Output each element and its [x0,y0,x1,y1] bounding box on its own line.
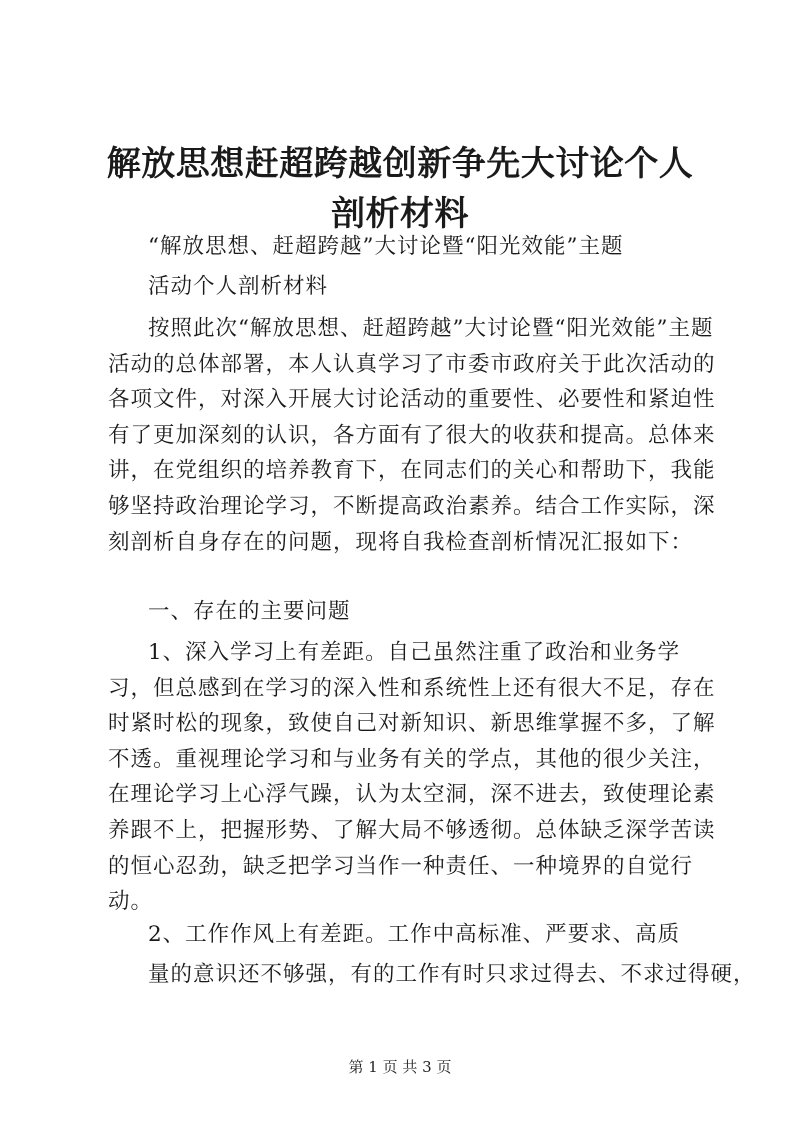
subtitle-line-2: 活动个人剖析材料 [148,274,329,299]
item-2-line-1: 2、工作作风上有差距。工作中高标准、严要求、高质 [148,922,681,947]
item-2-line-2: 量的意识还不够强，有的工作有时只求过得去、不求过得硬， [148,962,756,987]
subtitle-line-1: “解放思想、赶超跨越”大讨论暨“阳光效能”主题 [148,234,624,259]
section-heading-1: 一、存在的主要问题 [148,599,351,624]
document-title: 解放思想赶超跨越创新争先大讨论个人剖析材料 [106,144,694,234]
item-1-paragraph: 1、深入学习上有差距。自己虽然注重了政治和业务学习，但总感到在学习的深入性和系统性上还有很大不足，存在时紧时松的现象，致使自己对新知识、新思维掌握不多，了解不透。重视理论学习和与业务有关的学点，其他的很少关注，在理论学习上心浮气躁，认为太空洞，深不进去，致使理论素养跟不上，把握形势、了解大局不够透彻。总体缺乏深学苦读的恒心忍劲，缺乏把学习当作一种责任、一种境界的自觉行动。 [108,640,716,915]
page-footer: 第 1 页 共 3 页 [348,1058,452,1076]
intro-paragraph: 按照此次“解放思想、赶超跨越”大讨论暨“阳光效能”主题活动的总体部署，本人认真学习了市委市政府关于此次活动的各项文件，对深入开展大讨论活动的重要性、必要性和紧迫性有了更加深刻的认识，各方面有了很大的收获和提高。总体来讲，在党组织的培养教育下，在同志们的关心和帮助下，我能够坚持政治理论学习，不断提高政治素养。结合工作实际，深刻剖析自身存在的问题，现将自我检查剖析情况汇报如下： [108,316,716,555]
